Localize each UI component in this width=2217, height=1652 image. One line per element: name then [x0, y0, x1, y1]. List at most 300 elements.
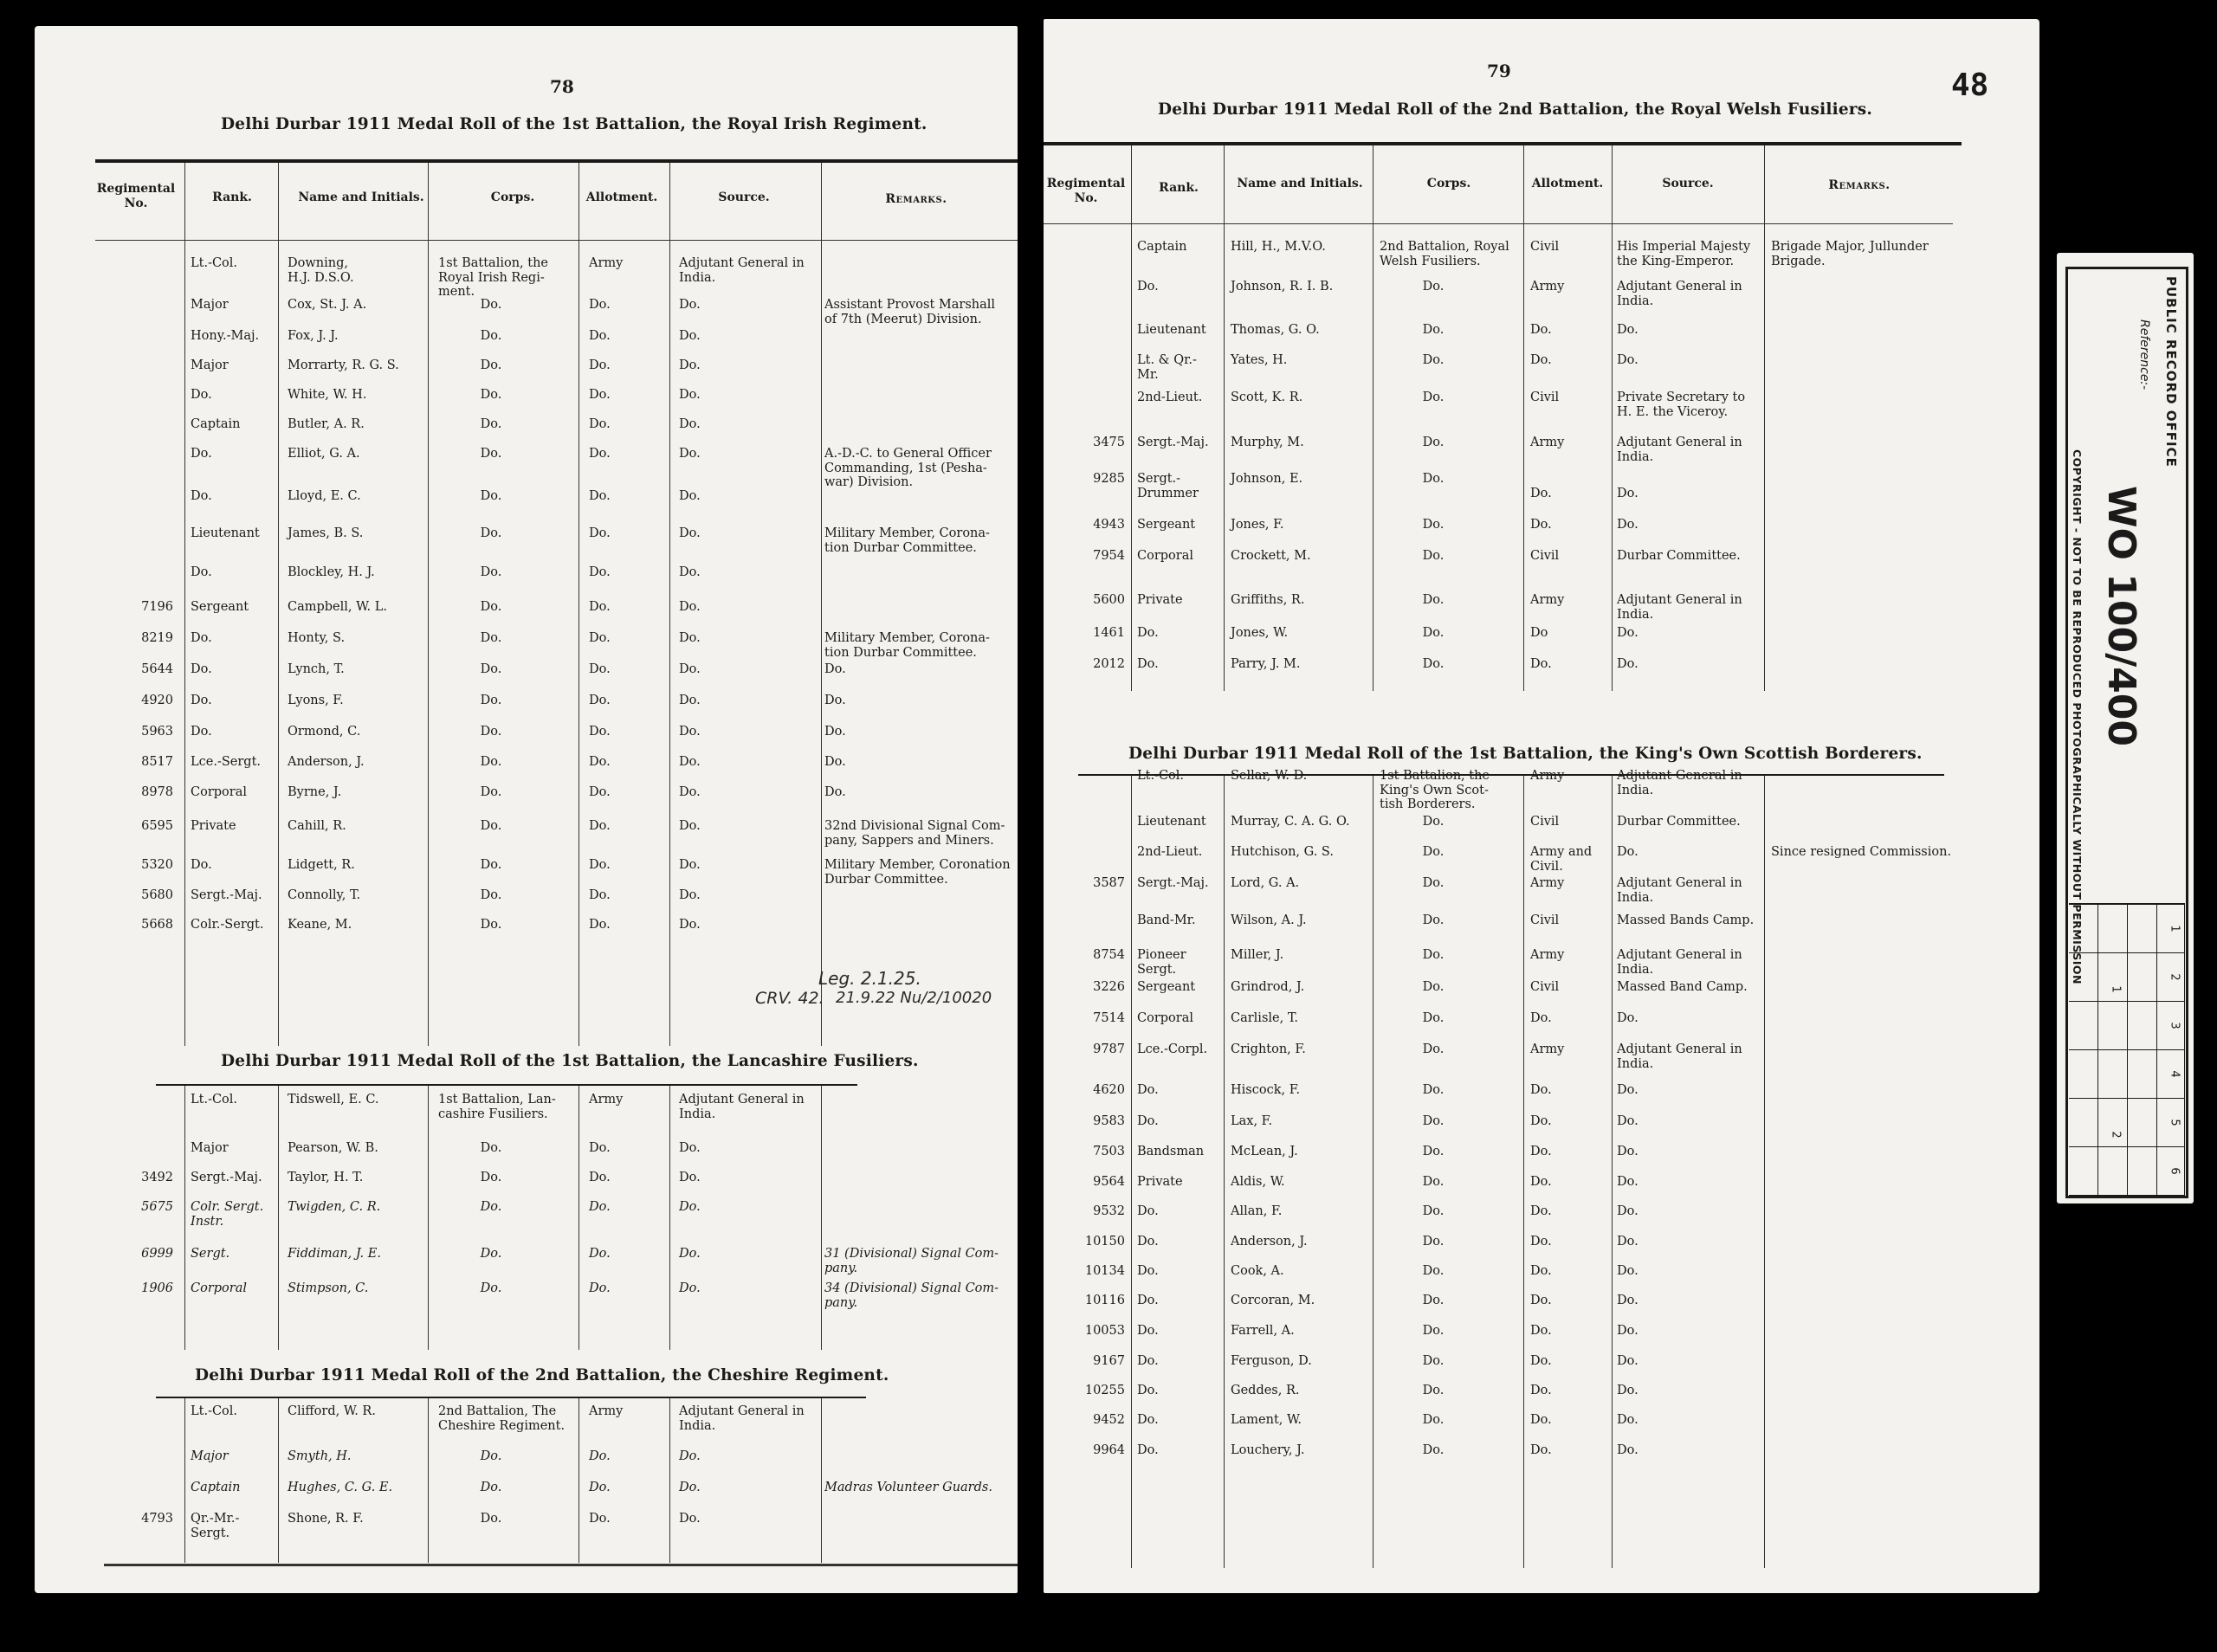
source-cell: Do. — [1617, 323, 1639, 337]
source-cell: Do. — [679, 888, 701, 902]
source-cell: Do. — [679, 388, 701, 402]
name-cell: Sellar, W. D. — [1231, 769, 1308, 783]
name-cell: Murphy, M. — [1231, 436, 1304, 449]
header-rank: Rank. — [212, 190, 252, 204]
remarks-cell: Military Member, Coronation Durbar Committee. — [824, 858, 1011, 887]
allotment-cell: Do. — [1530, 1264, 1552, 1278]
regimental-number: 9452 — [1093, 1413, 1125, 1427]
source-cell: Do. — [1617, 626, 1639, 640]
name-cell: Lloyd, E. C. — [288, 489, 361, 503]
allotment-cell: Do. — [589, 694, 611, 707]
name-cell: Lax, F. — [1231, 1114, 1273, 1128]
corps-cell: Do. — [480, 755, 502, 769]
rank-cell: Sergt. — [191, 1247, 230, 1261]
allotment-cell: Do. — [1530, 323, 1552, 337]
scale-grid-cell — [2098, 1099, 2128, 1147]
regimental-number: 3587 — [1093, 876, 1125, 890]
rank-cell: Corporal — [191, 1281, 247, 1295]
allotment-cell: Do. — [1530, 353, 1552, 367]
name-cell: Stimpson, C. — [288, 1281, 369, 1295]
right-page — [1044, 19, 2039, 1593]
table-row — [1044, 845, 2039, 874]
rank-cell: Do. — [191, 694, 212, 707]
name-cell: Connolly, T. — [288, 888, 361, 902]
corps-cell: Do. — [1422, 1264, 1445, 1278]
regimental-number: 7514 — [1093, 1011, 1125, 1025]
name-cell: Grindrod, J. — [1231, 980, 1305, 994]
corps-cell: Do. — [480, 388, 502, 402]
table-row — [1044, 815, 2039, 829]
header-rule-bottom — [1044, 223, 1953, 224]
corps-cell: Do. — [1422, 1011, 1445, 1025]
source-cell: Do. — [679, 1171, 701, 1184]
rank-cell: Lt.-Col. — [1137, 769, 1185, 783]
allotment-cell: Do. — [589, 358, 611, 372]
table-row — [1044, 323, 2039, 337]
rank-cell: Major — [191, 298, 229, 312]
rank-cell: 2nd-Lieut. — [1137, 390, 1203, 404]
regimental-number: 9167 — [1093, 1354, 1125, 1368]
corps-cell: Do. — [480, 1281, 502, 1295]
rank-cell: Major — [191, 358, 229, 372]
name-cell: Jones, W. — [1231, 626, 1289, 640]
rank-cell: Lieutenant — [1137, 323, 1206, 337]
regimental-number: 9532 — [1093, 1204, 1125, 1218]
rank-cell: Private — [1137, 1175, 1183, 1189]
corps-cell: Do. — [1422, 436, 1445, 449]
header-name: Name and Initials. — [1237, 177, 1363, 190]
rank-cell: Bandsman — [1137, 1145, 1205, 1158]
corps-cell: Do. — [480, 725, 502, 739]
regimental-number: 8517 — [141, 755, 173, 769]
header-rule-top — [1044, 142, 1962, 145]
corps-cell: Do. — [480, 1481, 502, 1494]
allotment-cell: Army — [589, 1404, 624, 1418]
table-row — [35, 417, 1018, 431]
table-row — [1044, 657, 2039, 671]
rank-cell: Do. — [191, 447, 212, 461]
allotment-cell: Do. — [589, 1141, 611, 1155]
name-cell: Carlisle, T. — [1231, 1011, 1298, 1025]
column-divider — [578, 1086, 579, 1350]
name-cell: Butler, A. R. — [288, 417, 365, 431]
regimental-number: 4943 — [1093, 518, 1125, 532]
rank-cell: Do. — [1137, 1384, 1159, 1397]
source-cell: Do. — [679, 755, 701, 769]
allotment-cell: Do. — [1530, 1083, 1552, 1097]
corps-cell: Do. — [480, 298, 502, 312]
name-cell: Ormond, C. — [288, 725, 361, 739]
rank-cell: Lce.-Sergt. — [191, 755, 262, 769]
table-row — [1044, 1042, 2039, 1071]
header-allotment: Allotment. — [585, 190, 658, 204]
remarks-cell: Do. — [824, 725, 846, 739]
source-cell: Do. — [1617, 1011, 1639, 1025]
rank-cell: Major — [191, 1141, 229, 1155]
scale-grid-cell — [2098, 1050, 2128, 1099]
regimental-number: 10116 — [1084, 1294, 1125, 1307]
regimental-number: 5963 — [141, 725, 173, 739]
name-cell: James, B. S. — [288, 526, 364, 540]
allotment-cell: Do. — [589, 785, 611, 799]
scale-grid-cell — [2128, 1002, 2157, 1050]
corps-cell: Do. — [1422, 1175, 1445, 1189]
rank-cell: Do. — [191, 631, 212, 645]
allotment-cell: Civil — [1530, 390, 1560, 404]
remarks-cell: Do. — [824, 785, 846, 799]
name-cell: Hiscock, F. — [1231, 1083, 1301, 1097]
allotment-cell: Do. — [589, 1200, 611, 1214]
name-cell: Morrarty, R. G. S. — [288, 358, 399, 372]
rank-cell: Do. — [191, 662, 212, 676]
table-row — [1044, 1443, 2039, 1457]
allotment-cell: Do. — [589, 1481, 611, 1494]
source-cell: Adjutant General in India. — [1617, 436, 1742, 464]
corps-cell: Do. — [1422, 1145, 1445, 1158]
corps-cell: Do. — [1422, 980, 1445, 994]
corps-cell: Do. — [480, 417, 502, 431]
table-row — [1044, 549, 2039, 563]
rank-cell: Hony.-Maj. — [191, 329, 260, 343]
page-number: 79 — [1487, 61, 1511, 81]
corps-cell: Do. — [480, 662, 502, 676]
scale-number-lower: 1 — [2109, 985, 2123, 993]
name-cell: Thomas, G. O. — [1231, 323, 1320, 337]
rank-cell: Private — [191, 819, 236, 833]
source-cell: Do. — [1617, 1204, 1639, 1218]
regimental-number: 7954 — [1093, 549, 1125, 563]
scale-grid-cell — [2098, 1002, 2128, 1050]
header-corps: Corps. — [1426, 177, 1471, 190]
stamp-reference-label: Reference:- — [2137, 319, 2151, 390]
source-cell: Do. — [1617, 1145, 1639, 1158]
source-cell: Do. — [679, 1512, 701, 1526]
table-row — [1044, 1175, 2039, 1189]
corps-cell: Do. — [480, 1512, 502, 1526]
rank-cell: Lt.-Col. — [191, 1404, 238, 1418]
name-cell: Murray, C. A. G. O. — [1231, 815, 1350, 829]
regimental-number: 4793 — [141, 1512, 173, 1526]
column-divider — [1373, 145, 1374, 691]
allotment-cell: Do. — [589, 1512, 611, 1526]
corps-cell: Do. — [1422, 657, 1445, 671]
section-rule — [156, 1397, 866, 1398]
section-title: Delhi Durbar 1911 Medal Roll of the 2nd Battalion, the Royal Welsh Fusiliers. — [1158, 100, 1872, 119]
regimental-number: 5320 — [141, 858, 173, 872]
name-cell: Scott, K. R. — [1231, 390, 1303, 404]
source-cell: Do. — [1617, 845, 1639, 859]
table-row — [35, 358, 1018, 372]
corps-cell: Do. — [1422, 1114, 1445, 1128]
source-cell: Do. — [1617, 1083, 1639, 1097]
column-divider — [1523, 776, 1524, 1568]
column-divider — [1764, 145, 1765, 691]
corps-cell: Do. — [480, 918, 502, 932]
rank-cell: Lieutenant — [191, 526, 260, 540]
table-row — [1044, 353, 2039, 382]
rank-cell: Do. — [1137, 1324, 1159, 1338]
rank-cell: Sergeant — [1137, 980, 1196, 994]
corps-cell: Do. — [1422, 913, 1445, 927]
allotment-cell: Do. — [589, 1281, 611, 1295]
table-row — [1044, 593, 2039, 622]
table-row — [35, 918, 1018, 932]
table-row — [35, 1141, 1018, 1155]
header-name: Name and Initials. — [298, 190, 424, 204]
corps-cell: Do. — [1422, 815, 1445, 829]
scale-grid-cell — [2069, 1147, 2098, 1196]
allotment-cell: Army — [1530, 876, 1565, 890]
table-row — [35, 256, 1018, 300]
table-row — [35, 447, 1018, 490]
name-cell: Twigden, C. R. — [288, 1200, 381, 1214]
name-cell: Lidgett, R. — [288, 858, 355, 872]
corps-cell: Do. — [1422, 626, 1445, 640]
source-cell: Do. — [1617, 1384, 1639, 1397]
rank-cell: Lce.-Corpl. — [1137, 1042, 1208, 1056]
allotment-cell: Do. — [589, 447, 611, 461]
table-row — [35, 1404, 1018, 1433]
handwritten-annotation: CRV. 42. — [755, 989, 824, 1008]
name-cell: Honty, S. — [288, 631, 346, 645]
allotment-cell: Do. — [1530, 1114, 1552, 1128]
table-row — [1044, 626, 2039, 640]
regimental-number: 2012 — [1093, 657, 1125, 671]
source-cell: Do. — [679, 785, 701, 799]
scale-grid-cell — [2128, 1147, 2157, 1196]
table-row — [1044, 1114, 2039, 1128]
column-divider — [278, 163, 279, 1046]
rank-cell: Captain — [191, 1481, 241, 1494]
source-cell: Do. — [679, 600, 701, 614]
corps-cell: Do. — [1422, 353, 1445, 367]
column-divider — [821, 163, 822, 1046]
header-rule-top — [95, 159, 1018, 163]
regimental-number: 5668 — [141, 918, 173, 932]
stamp-frame — [2065, 267, 2188, 1198]
header-remarks: Remarks. — [1828, 178, 1891, 192]
name-cell: Jones, F. — [1231, 518, 1284, 532]
regimental-number: 5675 — [141, 1200, 173, 1214]
source-cell: Do. — [679, 489, 701, 503]
regimental-number: 5644 — [141, 662, 173, 676]
rank-cell: Do. — [1137, 1413, 1159, 1427]
public-record-office-stamp — [2057, 253, 2194, 1204]
allotment-cell: Army — [1530, 948, 1565, 962]
allotment-cell: Do. — [589, 1171, 611, 1184]
table-row — [35, 785, 1018, 799]
table-row — [35, 631, 1018, 660]
rank-cell: Captain — [191, 417, 241, 431]
corps-cell: Do. — [1422, 1413, 1445, 1427]
allotment-cell: Do. — [1530, 1175, 1552, 1189]
column-divider — [1131, 776, 1132, 1568]
allotment-cell: Do — [1530, 626, 1548, 640]
rank-cell: Colr. Sergt. Instr. — [191, 1200, 264, 1229]
rank-cell: Do. — [1137, 1354, 1159, 1368]
allotment-cell: Do. — [1530, 1384, 1552, 1397]
source-cell: Do. — [1617, 1235, 1639, 1249]
allotment-cell: Army — [1530, 769, 1565, 783]
source-cell: Adjutant General in India. — [1617, 876, 1742, 905]
source-cell: Do. — [1617, 486, 1639, 500]
column-divider — [578, 163, 579, 1046]
table-row — [35, 600, 1018, 614]
rank-cell: Qr.-Mr.- Sergt. — [191, 1512, 240, 1540]
regimental-number: 10150 — [1084, 1235, 1125, 1249]
name-cell: Wilson, A. J. — [1231, 913, 1307, 927]
corps-cell: Do. — [480, 785, 502, 799]
corps-cell: Do. — [480, 1200, 502, 1214]
column-divider — [1373, 776, 1374, 1568]
allotment-cell: Do. — [1530, 1145, 1552, 1158]
table-row — [1044, 876, 2039, 905]
section-rule — [156, 1084, 857, 1086]
source-cell: Do. — [1617, 1175, 1639, 1189]
table-row — [35, 755, 1018, 769]
column-divider — [1612, 145, 1613, 691]
scale-grid-cell — [2128, 905, 2157, 953]
rank-cell: Sergt.-Maj. — [1137, 876, 1209, 890]
allotment-cell: Do. — [1530, 1204, 1552, 1218]
remarks-cell: Assistant Provost Marshall of 7th (Meerut) Division. — [824, 298, 996, 326]
source-cell: Do. — [1617, 353, 1639, 367]
regimental-number: 7196 — [141, 600, 173, 614]
rank-cell: Colr.-Sergt. — [191, 918, 264, 932]
scale-number: 2 — [2168, 973, 2181, 981]
source-cell: Do. — [679, 526, 701, 540]
allotment-cell: Civil — [1530, 980, 1560, 994]
allotment-cell: Do. — [589, 298, 611, 312]
allotment-cell: Do. — [589, 888, 611, 902]
source-cell: Do. — [679, 417, 701, 431]
stamp-reference: WO 100/400 — [2099, 486, 2143, 747]
handwritten-annotation: 21.9.22 Nu/2/10020 — [836, 989, 992, 1007]
corps-cell: Do. — [480, 694, 502, 707]
table-row — [35, 1093, 1018, 1121]
corps-cell: 1st Battalion, the Royal Irish Regi- ment. — [438, 256, 549, 300]
corps-cell: Do. — [1422, 1083, 1445, 1097]
scale-number: 3 — [2168, 1022, 2181, 1029]
source-cell: Massed Band Camp. — [1617, 980, 1748, 994]
regimental-number: 7503 — [1093, 1145, 1125, 1158]
name-cell: Fiddiman, J. E. — [288, 1247, 381, 1261]
page-number: 78 — [550, 76, 574, 97]
column-divider — [184, 1086, 185, 1350]
header-rule-bottom — [95, 240, 1018, 241]
corps-cell: Do. — [1422, 390, 1445, 404]
name-cell: Yates, H. — [1231, 353, 1288, 367]
allotment-cell: Army and Civil. — [1530, 845, 1593, 874]
folio-number: 48 — [1951, 68, 1989, 103]
remarks-cell: 32nd Divisional Signal Com- pany, Sappers and Miners. — [824, 819, 1005, 848]
corps-cell: Do. — [1422, 518, 1445, 532]
source-cell: Do. — [679, 1449, 701, 1463]
regimental-number: 9583 — [1093, 1114, 1125, 1128]
table-row — [1044, 1354, 2039, 1368]
header-regimental-no: Regimental No. — [96, 182, 176, 210]
corps-cell: Do. — [1422, 1294, 1445, 1307]
table-row — [35, 888, 1018, 902]
source-cell: Durbar Committee. — [1617, 815, 1741, 829]
table-row — [1044, 948, 2039, 977]
source-cell: Adjutant General in India. — [1617, 280, 1742, 308]
source-cell: Do. — [679, 858, 701, 872]
table-row — [1044, 1235, 2039, 1249]
source-cell: Do. — [679, 358, 701, 372]
source-cell: Do. — [1617, 1114, 1639, 1128]
scale-number: 5 — [2168, 1119, 2181, 1126]
regimental-number: 9964 — [1093, 1443, 1125, 1457]
corps-cell: Do. — [480, 565, 502, 579]
scale-grid-cell — [2069, 953, 2098, 1002]
column-divider — [428, 163, 429, 1046]
allotment-cell: Army — [589, 256, 624, 270]
allotment-cell: Do. — [589, 1449, 611, 1463]
regimental-number: 4620 — [1093, 1083, 1125, 1097]
table-row — [35, 1512, 1018, 1540]
regimental-number: 8754 — [1093, 948, 1125, 962]
remarks-cell: 31 (Divisional) Signal Com- pany. — [824, 1247, 999, 1275]
name-cell: Crighton, F. — [1231, 1042, 1306, 1056]
name-cell: McLean, J. — [1231, 1145, 1298, 1158]
source-cell: Do. — [679, 725, 701, 739]
column-divider — [669, 1086, 670, 1350]
rank-cell: Do. — [1137, 1114, 1159, 1128]
name-cell: Cox, St. J. A. — [288, 298, 367, 312]
table-row — [1044, 913, 2039, 927]
source-cell: Do. — [679, 447, 701, 461]
name-cell: Ferguson, D. — [1231, 1354, 1312, 1368]
page-bottom-rule — [104, 1564, 1018, 1566]
corps-cell: Do. — [1422, 948, 1445, 962]
allotment-cell: Do. — [589, 565, 611, 579]
allotment-cell: Do. — [1530, 1443, 1552, 1457]
corps-cell: Do. — [1422, 593, 1445, 607]
table-row — [35, 1449, 1018, 1463]
name-cell: Parry, J. M. — [1231, 657, 1301, 671]
source-cell: Adjutant General in India. — [1617, 593, 1742, 622]
header-source: Source. — [1662, 177, 1714, 190]
scale-grid-cell — [2069, 1099, 2098, 1147]
rank-cell: Band-Mr. — [1137, 913, 1196, 927]
source-cell: Do. — [679, 1281, 701, 1295]
table-row — [1044, 1324, 2039, 1338]
regimental-number: 6595 — [141, 819, 173, 833]
table-row — [1044, 1011, 2039, 1025]
column-divider — [1523, 145, 1524, 691]
rank-cell: Sergt.-Maj. — [191, 1171, 262, 1184]
remarks-cell: Do. — [824, 662, 846, 676]
scale-number: 4 — [2168, 1070, 2181, 1078]
name-cell: Lament, W. — [1231, 1413, 1302, 1427]
header-rank: Rank. — [1159, 181, 1199, 195]
source-cell: Adjutant General in India. — [1617, 1042, 1742, 1071]
rank-cell: Sergeant — [191, 600, 249, 614]
corps-cell: 1st Battalion, the King's Own Scot- tish Borderers. — [1380, 769, 1490, 812]
corps-cell: Do. — [480, 819, 502, 833]
name-cell: Campbell, W. L. — [288, 600, 387, 614]
stamp-copyright: COPYRIGHT - NOT TO BE REPRODUCED PHOTOGRAPHICALLY WITHOUT PERMISSION — [2071, 449, 2084, 985]
rank-cell: Captain — [1137, 240, 1187, 254]
column-divider — [1131, 145, 1132, 691]
source-cell: Adjutant General in India. — [1617, 769, 1742, 797]
name-cell: Fox, J. J. — [288, 329, 339, 343]
corps-cell: Do. — [480, 489, 502, 503]
left-page — [35, 26, 1018, 1593]
regimental-number: 10255 — [1084, 1384, 1125, 1397]
stamp-scale-grid — [2069, 903, 2185, 1196]
